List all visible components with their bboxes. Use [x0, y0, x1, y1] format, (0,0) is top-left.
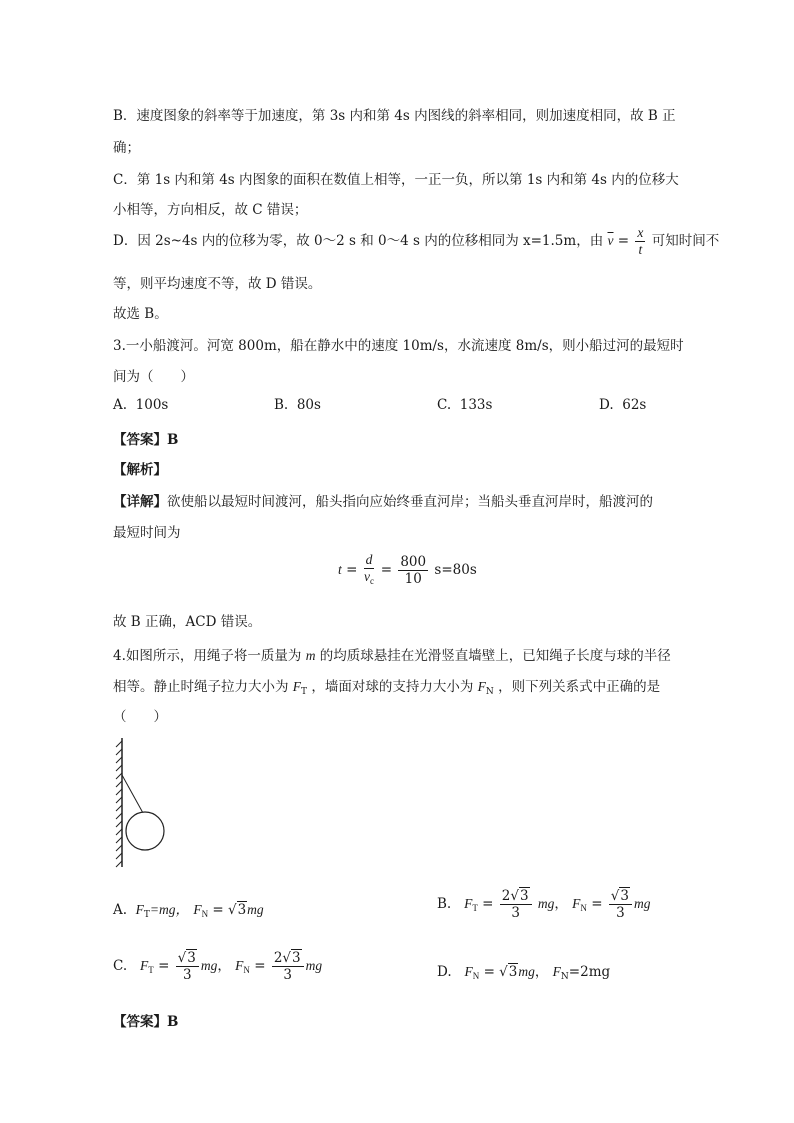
q3-analysis-tag: 【解析】 — [113, 462, 167, 478]
solution-d-line1: D．因 2s~4s 内的位移为零，故 0～2 s 和 0～4 s 内的位移相同为 x=1.5m，由 $\overline{v}$ = $\frac{x}{t}$ 可知时间不 — [113, 225, 720, 257]
q4-option-a: A. $F_T=mg$， $F_N = √3mg$ — [113, 902, 264, 920]
q4-option-b: B. $F_T$ = $\frac{2√3}{3}$ mg， $F_N$ = $\frac{√3}{3}$ mg — [437, 888, 651, 921]
solution-b-line2: 确； — [113, 140, 140, 156]
sqrt-symbol: √3 — [227, 902, 247, 918]
800-over-10-fraction: $\frac{800}{10}$ — [400, 554, 427, 587]
q3-stem-line2: 间为（ ） — [113, 369, 194, 385]
q3-option-b: B. 80s — [274, 397, 321, 413]
q4-option-c: C. $F_T$ = $\frac{√3}{3}$ mg， $F_N$ = $\frac{2√3}{3}$ mg — [113, 950, 323, 983]
q4-stem-line1: 4.如图所示，用绳子将一质量为 m 的均质球悬挂在光滑竖直墙壁上，已知绳子长度与球的半径 — [113, 648, 671, 664]
q3-time-formula: t = $\frac{d}{v_c}$ = $\frac{800}{10}$ s=80s — [338, 552, 477, 587]
q3-option-a: A. 100s — [113, 397, 169, 413]
x-over-t-fraction: $\frac{x}{t}$ — [637, 225, 644, 257]
q3-conclusion: 故 B 正确，ACD 错误。 — [113, 614, 262, 630]
rope — [122, 775, 143, 813]
q4-answer: 【答案】B — [113, 1014, 179, 1030]
q4-stem-line2: 相等。静止时绳子拉力大小为 $F_T$ ，墙面对球的支持力大小为 $F_N$ ，则下列关系式中正确的是 — [113, 679, 661, 697]
q3-answer: 【答案】B — [113, 432, 179, 448]
ball — [126, 812, 164, 850]
q3-option-c: C. 133s — [437, 397, 493, 413]
q4-stem-line3: （ ） — [113, 709, 167, 725]
q3-detail-line1: 【详解】欲使船以最短时间渡河，船头指向应始终垂直河岸；当船头垂直河岸时，船渡河的 — [113, 494, 653, 510]
q3-option-d: D. 62s — [599, 397, 647, 413]
q3-detail-line2: 最短时间为 — [113, 525, 181, 541]
q3-stem-line1: 3.一小船渡河。河宽 800m，船在静水中的速度 10m/s，水流速度 8m/s，则小船过河的最短时 — [113, 338, 684, 354]
d-over-v-fraction: $\frac{d}{v_c}$ — [364, 552, 375, 586]
average-velocity-symbol: $\overline{v}$ — [607, 233, 614, 248]
solution-choose: 故选 B。 — [113, 306, 168, 322]
solution-c-line2: 小相等，方向相反，故 C 错误； — [113, 202, 308, 218]
wall-ball-figure — [110, 735, 190, 870]
wall-hatching — [116, 738, 122, 867]
solution-d-line2: 等，则平均速度不等，故 D 错误。 — [113, 276, 322, 292]
solution-c-line1: C．第 1s 内和第 4s 内图象的面积在数值上相等，一正一负，所以第 1s 内和第 4s 内的位移大 — [113, 172, 679, 188]
solution-b-line1: B．速度图象的斜率等于加速度，第 3s 内和第 4s 内图线的斜率相同，则加速度相同，故 B 正 — [113, 108, 676, 124]
q4-option-d: D. $F_N = √3mg$， $F_N=2mg$ — [437, 964, 611, 982]
